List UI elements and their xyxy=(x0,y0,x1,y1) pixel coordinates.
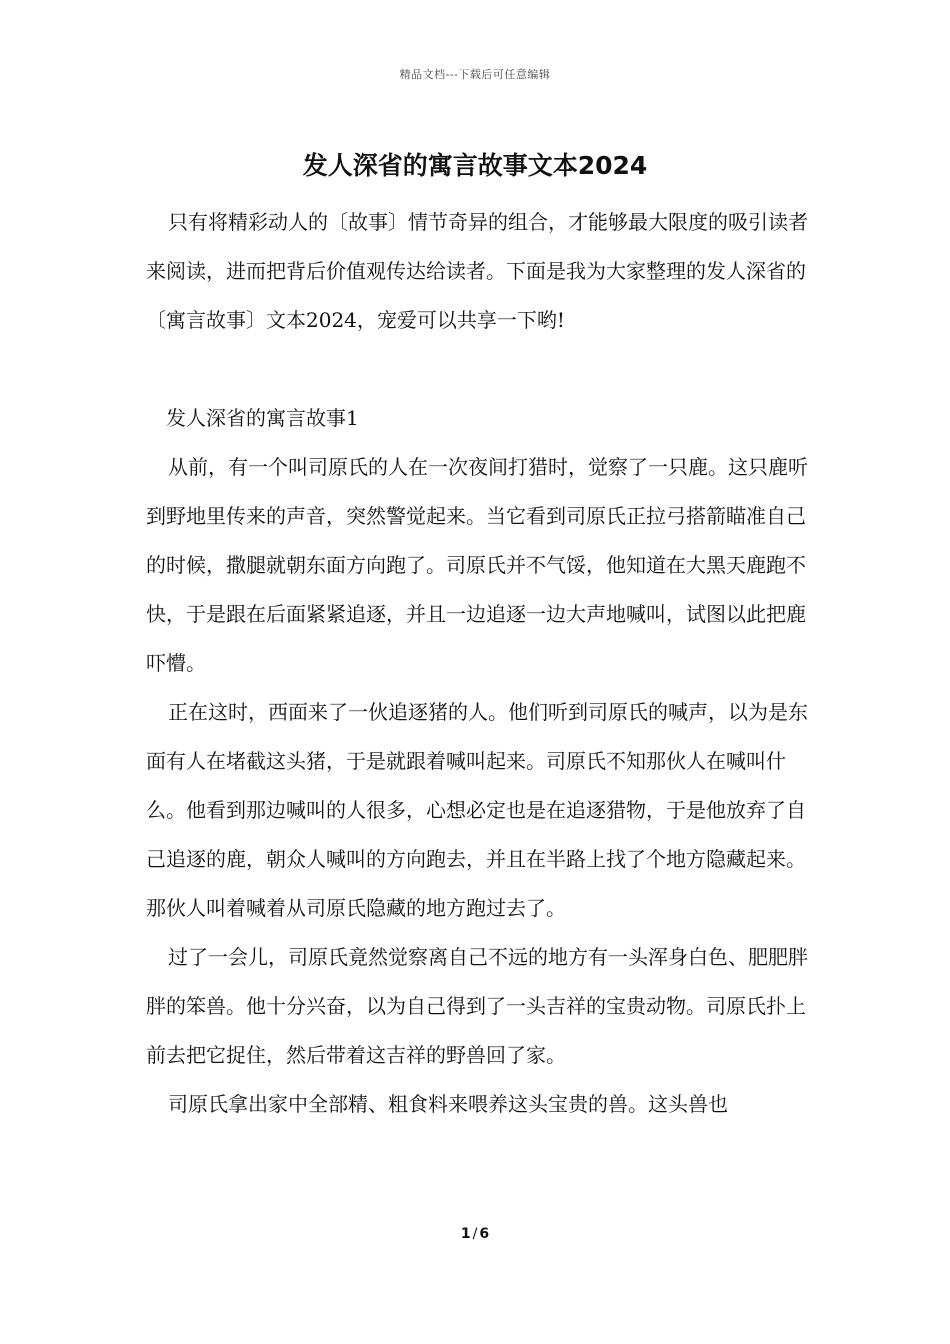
page-header: 精品文档---下载后可任意编辑 xyxy=(399,68,551,81)
intro-paragraph: 只有将精彩动人的〔故事〕情节奇异的组合，才能够最大限度的吸引读者来阅读，进而把背后价值观传达给读者。下面是我为大家整理的发人深省的〔寓言故事〕文本2024，宠爱可以共享一下哟! xyxy=(146,210,808,332)
story-paragraph: 从前，有一个叫司原氏的人在一次夜间打猎时，觉察了一只鹿。这只鹿听到野地里传来的声音，突然警觉起来。当它看到司原氏正拉弓搭箭瞄准自己的时候，撒腿就朝东面方向跑了。司原氏并不气馁，他知道在大黑天鹿跑不快，于是跟在后面紧紧追逐，并且一边追逐一边大声地喊叫，试图以此把鹿吓懵。 xyxy=(146,455,808,675)
story-paragraph: 正在这时，西面来了一伙追逐猪的人。他们听到司原氏的喊声，以为是东面有人在堵截这头猪，于是就跟着喊叫起来。司原氏不知那伙人在喊叫什么。他看到那边喊叫的人很多，心想必定也是在追逐猎物，于是他放弃了自己追逐的鹿，朝众人喊叫的方向跑去，并且在半路上找了个地方隐藏起来。那伙人叫着喊着从司原氏隐藏的地方跑过去了。 xyxy=(146,700,808,920)
current-page-number: 1 xyxy=(460,1226,471,1242)
story-paragraph: 司原氏拿出家中全部精、粗食料来喂养这头宝贵的兽。这头兽也 xyxy=(168,1092,728,1116)
total-page-count: 6 xyxy=(479,1226,490,1242)
page-number xyxy=(0,1226,950,1242)
document-body xyxy=(146,198,810,1129)
story-paragraph: 过了一会儿，司原氏竟然觉察离自己不远的地方有一头浑身白色、肥肥胖胖的笨兽。他十分兴奋，以为自己得到了一头吉祥的宝贵动物。司原氏扑上前去把它捉住，然后带着这吉祥的野兽回了家。 xyxy=(146,945,808,1067)
paragraph-spacer xyxy=(146,345,810,394)
page-separator: / xyxy=(472,1226,478,1242)
document-title: 发人深省的寓言故事文本2024 xyxy=(302,151,648,180)
section-heading: 发人深省的寓言故事1 xyxy=(166,406,359,430)
